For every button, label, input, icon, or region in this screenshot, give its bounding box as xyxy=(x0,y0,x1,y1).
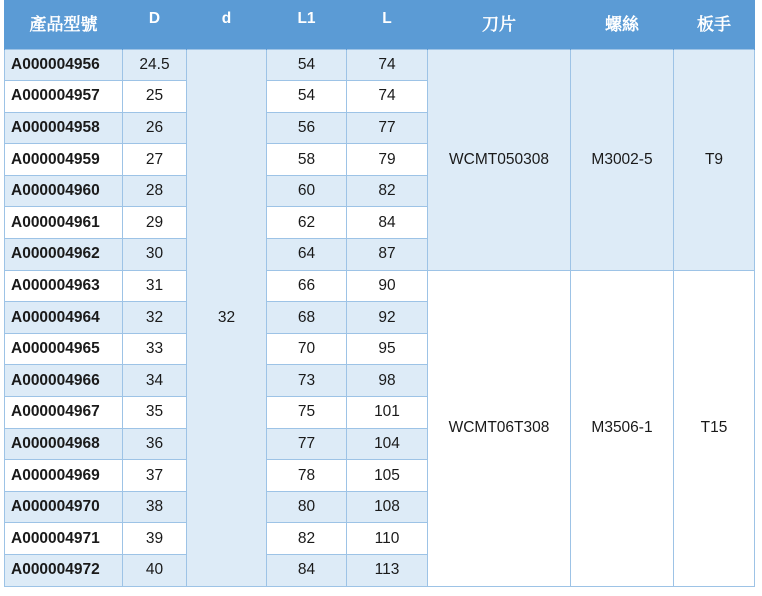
cell-l: 82 xyxy=(347,175,428,207)
cell-model: A000004960 xyxy=(5,175,123,207)
cell-screw: M3002-5 xyxy=(571,49,674,270)
cell-model: A000004970 xyxy=(5,491,123,523)
cell-d-outer: 24.5 xyxy=(123,49,187,81)
cell-l1: 54 xyxy=(267,81,347,113)
cell-l: 74 xyxy=(347,81,428,113)
cell-l: 104 xyxy=(347,428,428,460)
cell-model: A000004965 xyxy=(5,333,123,365)
cell-l1: 54 xyxy=(267,49,347,81)
cell-model: A000004961 xyxy=(5,207,123,239)
cell-l: 98 xyxy=(347,365,428,397)
cell-l1: 77 xyxy=(267,428,347,460)
cell-l: 87 xyxy=(347,239,428,271)
cell-l: 101 xyxy=(347,397,428,429)
cell-l1: 70 xyxy=(267,333,347,365)
cell-model: A000004972 xyxy=(5,555,123,587)
header-d-outer: D xyxy=(123,0,187,49)
cell-l: 77 xyxy=(347,112,428,144)
table-row xyxy=(5,270,755,302)
cell-l1: 60 xyxy=(267,175,347,207)
cell-l: 113 xyxy=(347,555,428,587)
cell-d-outer: 29 xyxy=(123,207,187,239)
cell-l: 74 xyxy=(347,49,428,81)
cell-d-outer: 37 xyxy=(123,460,187,492)
cell-l: 79 xyxy=(347,144,428,176)
cell-d-outer: 39 xyxy=(123,523,187,555)
cell-model: A000004959 xyxy=(5,144,123,176)
cell-model: A000004962 xyxy=(5,239,123,271)
cell-l1: 62 xyxy=(267,207,347,239)
cell-l: 95 xyxy=(347,333,428,365)
cell-model: A000004957 xyxy=(5,81,123,113)
cell-insert: WCMT050308 xyxy=(428,49,571,270)
cell-l1: 56 xyxy=(267,112,347,144)
cell-model: A000004968 xyxy=(5,428,123,460)
cell-l1: 82 xyxy=(267,523,347,555)
cell-model: A000004958 xyxy=(5,112,123,144)
cell-model: A000004966 xyxy=(5,365,123,397)
cell-d-outer: 26 xyxy=(123,112,187,144)
cell-model: A000004967 xyxy=(5,397,123,429)
cell-insert: WCMT06T308 xyxy=(428,270,571,586)
cell-d-shank: 32 xyxy=(187,49,267,586)
table-body xyxy=(5,49,755,586)
cell-l: 90 xyxy=(347,270,428,302)
cell-l: 105 xyxy=(347,460,428,492)
cell-d-outer: 33 xyxy=(123,333,187,365)
cell-d-outer: 35 xyxy=(123,397,187,429)
cell-l: 92 xyxy=(347,302,428,334)
cell-model: A000004956 xyxy=(5,49,123,81)
cell-l1: 75 xyxy=(267,397,347,429)
cell-l1: 78 xyxy=(267,460,347,492)
cell-wrench: T15 xyxy=(674,270,755,586)
cell-l1: 84 xyxy=(267,555,347,587)
header-model: 產品型號 xyxy=(5,0,123,49)
cell-d-outer: 30 xyxy=(123,239,187,271)
header-row xyxy=(5,0,755,49)
cell-wrench: T9 xyxy=(674,49,755,270)
header-insert: 刀片 xyxy=(428,0,571,49)
cell-screw: M3506-1 xyxy=(571,270,674,586)
cell-l1: 66 xyxy=(267,270,347,302)
header-d-shank: d xyxy=(187,0,267,49)
table-row xyxy=(5,49,755,81)
cell-d-outer: 40 xyxy=(123,555,187,587)
header-screw: 螺絲 xyxy=(571,0,674,49)
header-wrench: 板手 xyxy=(674,0,755,49)
cell-l1: 68 xyxy=(267,302,347,334)
header-l: L xyxy=(347,0,428,49)
spec-table xyxy=(4,0,755,587)
cell-d-outer: 27 xyxy=(123,144,187,176)
cell-model: A000004969 xyxy=(5,460,123,492)
cell-model: A000004971 xyxy=(5,523,123,555)
cell-l: 110 xyxy=(347,523,428,555)
cell-d-outer: 38 xyxy=(123,491,187,523)
cell-model: A000004963 xyxy=(5,270,123,302)
cell-l: 108 xyxy=(347,491,428,523)
cell-model: A000004964 xyxy=(5,302,123,334)
cell-d-outer: 31 xyxy=(123,270,187,302)
header-l1: L1 xyxy=(267,0,347,49)
cell-d-outer: 36 xyxy=(123,428,187,460)
cell-l1: 64 xyxy=(267,239,347,271)
cell-l1: 80 xyxy=(267,491,347,523)
cell-d-outer: 25 xyxy=(123,81,187,113)
cell-d-outer: 28 xyxy=(123,175,187,207)
cell-l1: 58 xyxy=(267,144,347,176)
cell-d-outer: 34 xyxy=(123,365,187,397)
cell-l: 84 xyxy=(347,207,428,239)
cell-l1: 73 xyxy=(267,365,347,397)
cell-d-outer: 32 xyxy=(123,302,187,334)
